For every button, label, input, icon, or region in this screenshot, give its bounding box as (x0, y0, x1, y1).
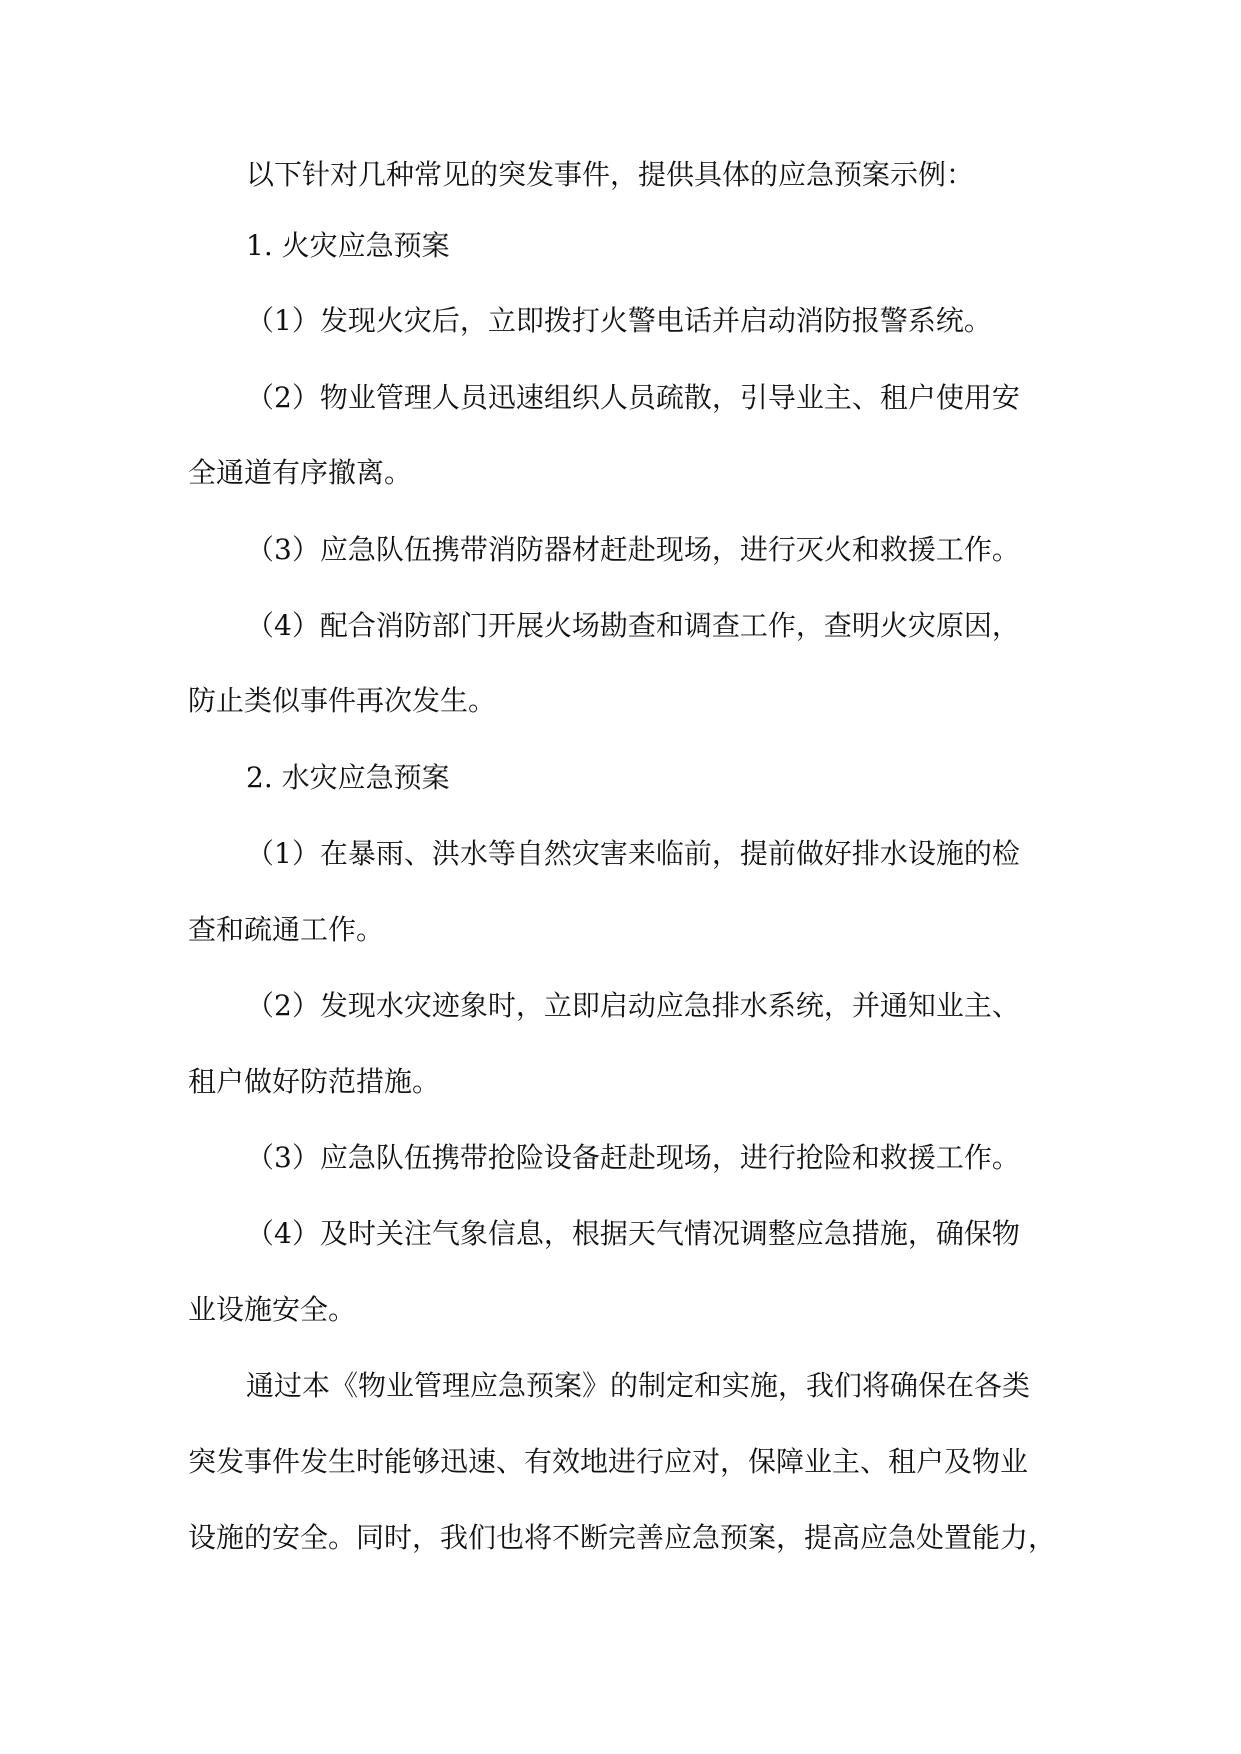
conclusion-line-1: 通过本《物业管理应急预案》的制定和实施，我们将确保在各类 (246, 1369, 1031, 1402)
fire-item-2-line-1: （2）物业管理人员迅速组织人员疏散，引导业主、租户使用安 (246, 381, 1020, 414)
fire-section-heading: 1. 火灾应急预案 (246, 229, 450, 262)
conclusion-line-3: 设施的安全。同时，我们也将不断完善应急预案，提高应急处置能力， (188, 1521, 1057, 1554)
flood-item-1-line-2: 查和疏通工作。 (188, 913, 385, 946)
flood-section-heading: 2. 水灾应急预案 (246, 761, 450, 794)
flood-item-1-line-1: （1）在暴雨、洪水等自然灾害来临前，提前做好排水设施的检 (246, 837, 1020, 870)
fire-item-2-line-2: 全通道有序撤离。 (188, 456, 413, 489)
fire-item-4-line-1: （4）配合消防部门开展火场勘查和调查工作，查明火灾原因， (246, 609, 1020, 642)
flood-item-4-line-2: 业设施安全。 (188, 1293, 357, 1326)
conclusion-line-2: 突发事件发生时能够迅速、有效地进行应对，保障业主、租户及物业 (188, 1445, 1029, 1478)
flood-item-2-line-1: （2）发现水灾迹象时，立即启动应急排水系统，并通知业主、 (246, 989, 1020, 1022)
flood-item-3: （3）应急队伍携带抢险设备赶赴现场，进行抢险和救援工作。 (246, 1141, 1020, 1174)
fire-item-3: （3）应急队伍携带消防器材赶赴现场，进行灭火和救援工作。 (246, 533, 1020, 566)
intro-paragraph: 以下针对几种常见的突发事件，提供具体的应急预案示例： (246, 158, 975, 191)
flood-item-4-line-1: （4）及时关注气象信息，根据天气情况调整应急措施，确保物 (246, 1217, 1020, 1250)
flood-item-2-line-2: 租户做好防范措施。 (188, 1065, 441, 1098)
fire-item-4-line-2: 防止类似事件再次发生。 (188, 684, 497, 717)
fire-item-1: （1）发现火灾后，立即拨打火警电话并启动消防报警系统。 (246, 304, 992, 337)
